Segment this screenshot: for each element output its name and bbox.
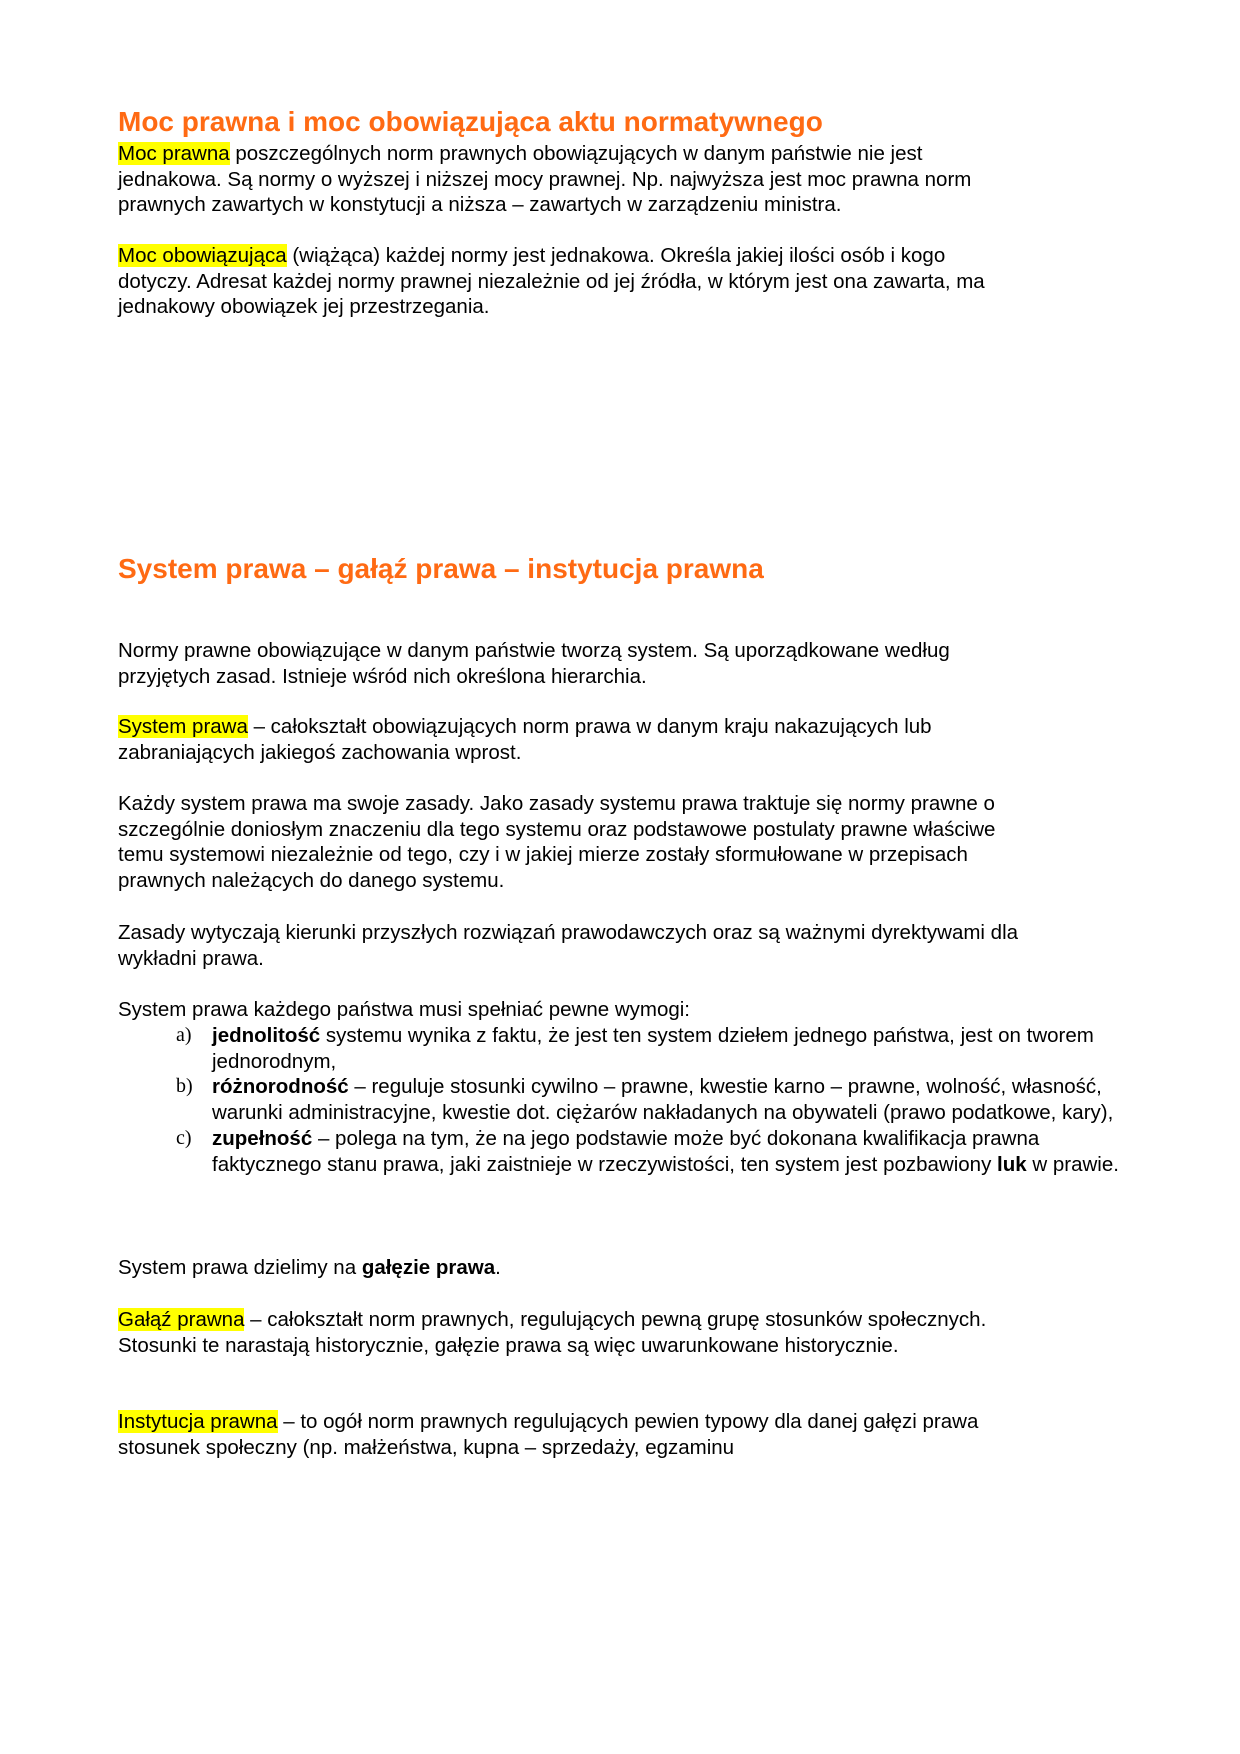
text-run: w prawie. xyxy=(1026,1152,1119,1176)
paragraph-moc-obowiazujaca xyxy=(118,243,998,320)
bold-term: gałęzie prawa xyxy=(361,1256,496,1279)
text-run: . xyxy=(495,1256,501,1279)
paragraph-system-prawa-def xyxy=(118,714,998,765)
highlighted-term: System prawa xyxy=(118,715,248,738)
text-run: Każdy system prawa ma swoje zasady. Jako zasady systemu prawa traktuje się normy prawne o szczególnie doniosłym znaczeniu dla tego systemu oraz podstawowe postulaty prawne właściwe temu systemowi niezależnie od tego, czy i w jakiej mierze zostały sformułowane w przepisach prawnych należących do danego systemu. xyxy=(118,792,996,893)
text-run: systemu wynika z faktu, że jest ten system dziełem jednego państwa, jest on tworem jednorodnym, xyxy=(212,1024,1094,1073)
list-item-text xyxy=(212,1127,1119,1176)
paragraph-zasady xyxy=(118,791,1018,894)
list-item-text xyxy=(212,1075,1113,1124)
highlighted-term: Instytucja prawna xyxy=(118,1410,278,1433)
heading-moc-prawna: Moc prawna i moc obowiązująca aktu normatywnego xyxy=(118,106,823,137)
text-run: – to ogół norm prawnych regulujących pewien typowy dla danej gałęzi prawa stosunek społeczny (np. małżeństwa, kupna – sprzedaży, egzaminu xyxy=(118,1410,979,1459)
highlighted-term: Moc prawna xyxy=(118,142,230,165)
bold-term: jednolitość xyxy=(212,1024,321,1047)
paragraph-zasady-wytyczaja xyxy=(118,920,1048,971)
heading-system-prawa: System prawa – gałąź prawa – instytucja prawna xyxy=(118,553,764,584)
bold-term: zupełność xyxy=(212,1126,313,1150)
list-item-text xyxy=(212,1024,1094,1073)
list-marker: b) xyxy=(176,1075,193,1098)
highlighted-term: Moc obowiązująca xyxy=(118,244,287,267)
list-item xyxy=(118,1023,1138,1074)
text-run: – reguluje stosunki cywilno – prawne, kwestie karno – prawne, wolność, własność, warunki administracyjne, kwestie dot. ciężarów nakładanych na obywateli (prawo podatkowe, kary), xyxy=(212,1075,1114,1125)
paragraph-normy-prawne xyxy=(118,638,998,689)
text-run: System prawa każdego państwa musi spełniać pewne wymogi: xyxy=(118,998,690,1021)
text-run: poszczególnych norm prawnych obowiązujących w danym państwie nie jest jednakowa. Są normy o wyższej i niższej mocy prawnej. Np. najwyższa jest moc prawna norm prawnych zawartych w konstytucji a niższa – zawartych w zarządzeniu ministra. xyxy=(118,142,972,217)
paragraph-galaz-prawna xyxy=(118,1307,1018,1358)
paragraph-wymogi xyxy=(118,997,1118,1023)
paragraph-moc-prawna xyxy=(118,141,1018,218)
paragraph-galezie xyxy=(118,1255,1118,1281)
list-item xyxy=(118,1126,1138,1177)
text-run: Normy prawne obowiązujące w danym państwie tworzą system. Są uporządkowane według przyjętych zasad. Istnieje wśród nich określona hierarchia. xyxy=(118,639,950,688)
text-run: (wiążąca) każdej normy jest jednakowa. Określa jakiej ilości osób i kogo dotyczy. Adresat każdej normy prawnej niezależnie od jej źródła, w którym jest ona zawarta, ma jednakowy obowiązek jej przestrzegania. xyxy=(118,244,985,319)
highlighted-term: Gałąź prawna xyxy=(118,1308,245,1331)
text-run: – całokształt obowiązujących norm prawa w danym kraju nakazujących lub zabraniających jakiegoś zachowania wprost. xyxy=(118,715,932,764)
bold-term: luk xyxy=(997,1152,1027,1176)
text-run: – całokształt norm prawnych, regulujących pewną grupę stosunków społecznych. Stosunki te narastają historycznie, gałęzie prawa są więc uwarunkowane historycznie. xyxy=(118,1308,987,1357)
text-run: – polega na tym, że na jego podstawie może być dokonana kwalifikacja prawna faktycznego stanu prawa, jaki zaistnieje w rzeczywistości, ten system jest pozbawiony xyxy=(212,1126,1040,1176)
text-run: System prawa dzielimy na xyxy=(118,1256,362,1279)
text-run: Zasady wytyczają kierunki przyszłych rozwiązań prawodawczych oraz są ważnymi dyrektywami dla wykładni prawa. xyxy=(118,921,1019,970)
requirements-list xyxy=(118,1023,1138,1177)
list-marker: a) xyxy=(176,1024,192,1046)
list-marker: c) xyxy=(176,1126,192,1149)
bold-term: różnorodność xyxy=(212,1075,349,1099)
paragraph-instytucja-prawna xyxy=(118,1409,1048,1460)
list-item xyxy=(118,1074,1138,1125)
